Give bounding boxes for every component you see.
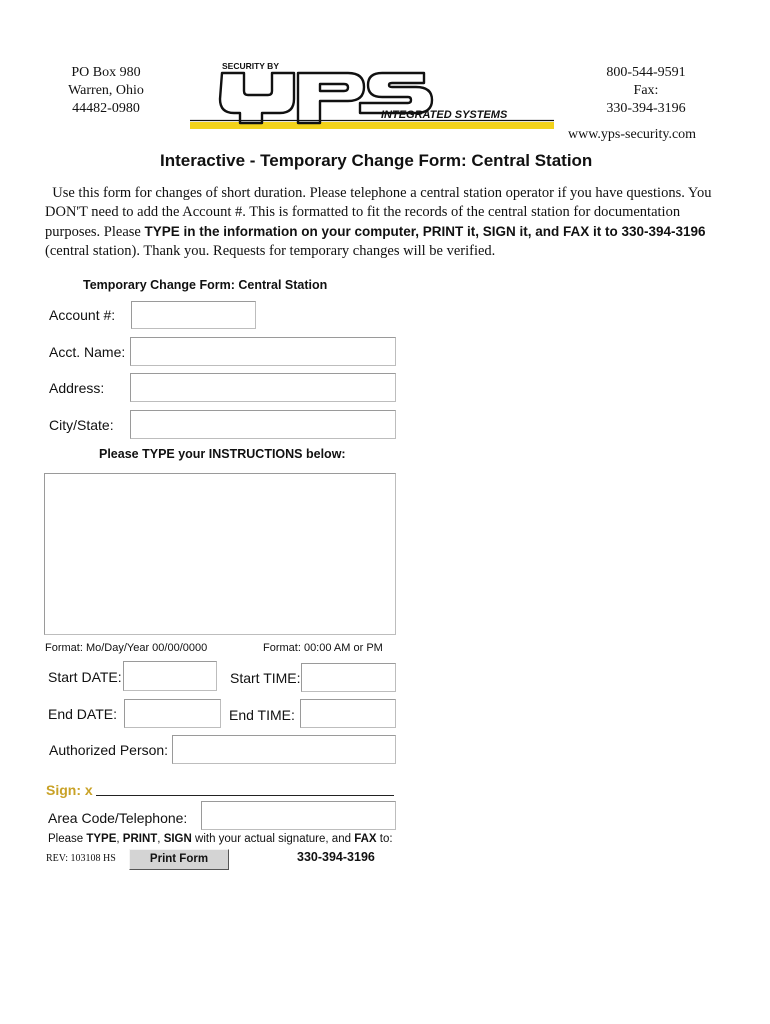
- time-format-hint: Format: 00:00 AM or PM: [263, 642, 383, 654]
- phone-number: 800-544-9591: [606, 65, 686, 80]
- note-type: TYPE: [86, 833, 117, 845]
- note-text: to:: [376, 833, 393, 845]
- city-state-label: City/State:: [49, 417, 114, 433]
- acct-name-label: Acct. Name:: [49, 344, 126, 360]
- end-time-input[interactable]: [300, 699, 396, 728]
- fax-number: 330-394-3196: [606, 101, 686, 116]
- phone-label: Area Code/Telephone:: [48, 810, 188, 826]
- start-time-input[interactable]: [301, 663, 396, 692]
- address-input[interactable]: [130, 373, 396, 402]
- start-time-label: Start TIME:: [230, 670, 301, 686]
- address-line: Warren, Ohio: [68, 83, 144, 98]
- note-sign: SIGN: [163, 833, 192, 845]
- note-print: PRINT: [122, 833, 158, 845]
- section-title: Temporary Change Form: Central Station: [83, 278, 328, 292]
- intro-text: Use this form for changes of short duration. Please telephone a central station operator if you have questions. You DON'T need to add the Account #. This is formatted to fit the records of the central station for documentation purposes. Please: [45, 185, 712, 240]
- end-date-label: End DATE:: [48, 706, 117, 722]
- start-date-label: Start DATE:: [48, 669, 122, 685]
- city-state-input[interactable]: [130, 410, 396, 439]
- note-text: Please: [48, 833, 87, 845]
- company-contact: [580, 64, 712, 118]
- intro-bold-text: TYPE in the information on your computer, PRINT it, SIGN it, and FAX it to 330-394-3196: [144, 224, 706, 239]
- phone-input[interactable]: [201, 801, 396, 830]
- start-date-input[interactable]: [123, 661, 217, 691]
- instructions-textarea[interactable]: [44, 473, 396, 635]
- instructions-title: Please TYPE your INSTRUCTIONS below:: [99, 447, 346, 461]
- intro-paragraph: [45, 184, 730, 261]
- note-text: ,: [157, 833, 164, 845]
- signature-line: [96, 795, 394, 796]
- sign-label: Sign: x: [46, 782, 93, 798]
- note-text: ,: [116, 833, 123, 845]
- authorized-person-input[interactable]: [172, 735, 396, 764]
- end-time-label: End TIME:: [229, 707, 295, 723]
- print-form-button[interactable]: Print Form: [129, 849, 229, 870]
- note-fax: FAX: [354, 833, 377, 845]
- footer-note: [48, 833, 393, 845]
- authorized-person-label: Authorized Person:: [49, 742, 169, 758]
- address-label: Address:: [49, 380, 105, 396]
- end-date-input[interactable]: [124, 699, 221, 728]
- intro-text-end: (central station). Thank you. Requests for temporary changes will be verified.: [45, 243, 496, 259]
- note-text: with your actual signature, and: [191, 833, 355, 845]
- fax-label: Fax:: [633, 83, 659, 98]
- revision-label: REV: 103108 HS: [46, 853, 116, 864]
- address-line: 44482-0980: [72, 101, 140, 116]
- account-label: Account #:: [49, 307, 116, 323]
- acct-name-input[interactable]: [130, 337, 396, 366]
- page-title: Interactive - Temporary Change Form: Central Station: [160, 151, 593, 170]
- yps-logo: [188, 60, 556, 132]
- account-input[interactable]: [131, 301, 256, 329]
- address-line: PO Box 980: [71, 65, 141, 80]
- company-address: [40, 64, 172, 118]
- website-link[interactable]: www.yps-security.com: [568, 127, 697, 142]
- date-format-hint: Format: Mo/Day/Year 00/00/0000: [45, 642, 208, 654]
- logo-top-text: SECURITY BY: [222, 61, 279, 71]
- footer-fax-number: 330-394-3196: [297, 850, 375, 864]
- logo-tagline: INTEGRATED SYSTEMS: [381, 109, 508, 121]
